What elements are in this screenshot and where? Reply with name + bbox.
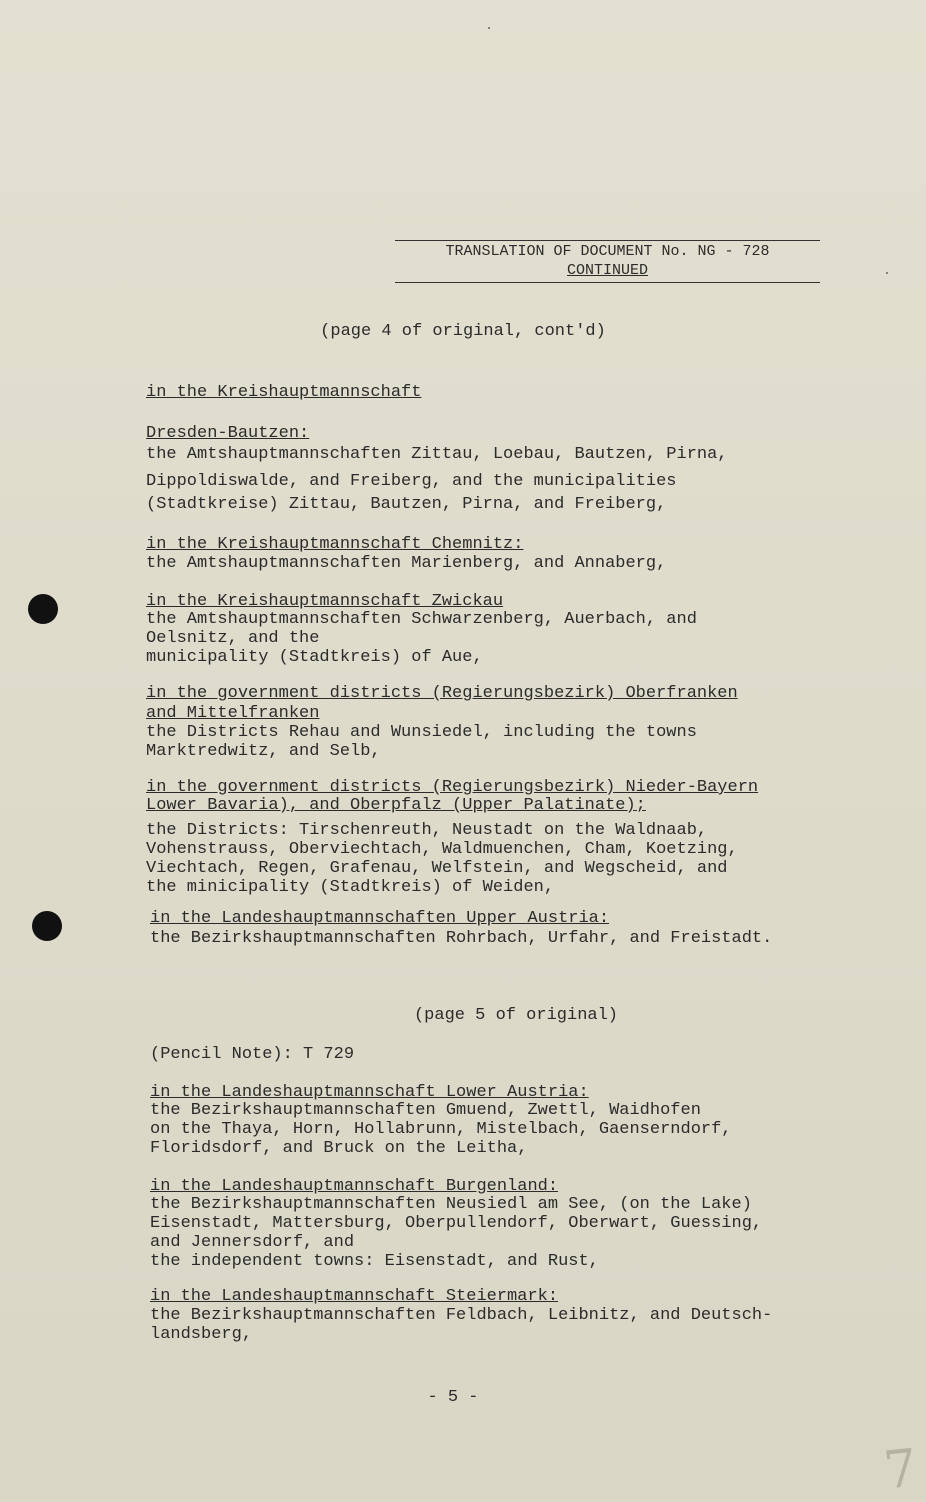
section-line: Oelsnitz, and the	[146, 629, 320, 648]
paper-speck	[488, 27, 490, 29]
section-line: the Amtshauptmannschaften Marienberg, and Annaberg,	[146, 554, 667, 573]
section-line: the Bezirkshauptmannschaften Neusiedl am See, (on the Lake)	[150, 1195, 752, 1214]
section-line: Floridsdorf, and Bruck on the Leitha,	[150, 1139, 528, 1158]
section-line: the Amtshauptmannschaften Zittau, Loebau, Bautzen, Pirna,	[146, 445, 728, 464]
punch-hole-bottom	[32, 911, 62, 941]
section-heading: and Mittelfranken	[146, 704, 320, 723]
section-heading: in the Kreishauptmannschaft	[146, 383, 422, 402]
page-number: - 5 -	[427, 1388, 479, 1407]
section-line: and Jennersdorf, and	[150, 1233, 355, 1252]
section-line: the Bezirkshauptmannschaften Feldbach, Leibnitz, and Deutsch-	[150, 1306, 773, 1325]
section-line: Dippoldiswalde, and Freiberg, and the municipalities	[146, 472, 677, 491]
section-line: Vohenstrauss, Oberviechtach, Waldmuenchen, Cham, Koetzing,	[146, 840, 738, 859]
section-line: Eisenstadt, Mattersburg, Oberpullendorf, Oberwart, Guessing,	[150, 1214, 763, 1233]
section-heading: in the Landeshauptmannschaft Burgenland:	[150, 1177, 559, 1196]
section-heading: in the government districts (Regierungsbezirk) Nieder-Bayern	[146, 778, 759, 797]
pencil-note: (Pencil Note): T 729	[150, 1045, 355, 1064]
section-heading: in the Landeshauptmannschaft Lower Austria:	[150, 1083, 589, 1102]
section-line: the independent towns: Eisenstadt, and Rust,	[150, 1252, 599, 1271]
section-line: municipality (Stadtkreis) of Aue,	[146, 648, 483, 667]
section-line: the Bezirkshauptmannschaften Gmuend, Zwettl, Waidhofen	[150, 1101, 701, 1120]
header-title: TRANSLATION OF DOCUMENT No. NG - 728	[445, 243, 770, 260]
pencil-corner-mark: 7	[880, 1438, 921, 1502]
page-5-note: (page 5 of original)	[413, 1006, 619, 1025]
section-line: the Amtshauptmannschaften Schwarzenberg, Auerbach, and	[146, 610, 697, 629]
section-heading: Lower Bavaria), and Oberpfalz (Upper Palatinate);	[146, 796, 646, 815]
document-header	[395, 240, 820, 283]
section-line: the Districts Rehau and Wunsiedel, including the towns	[146, 723, 697, 742]
punch-hole-top	[28, 594, 58, 624]
section-line: the Bezirkshauptmannschaften Rohrbach, Urfahr, and Freistadt.	[150, 929, 773, 948]
section-line: on the Thaya, Horn, Hollabrunn, Mistelbach, Gaenserndorf,	[150, 1120, 732, 1139]
page-4-note: (page 4 of original, cont'd)	[320, 322, 606, 341]
section-line: landsberg,	[150, 1325, 253, 1344]
paper-speck	[886, 272, 888, 274]
section-heading: in the Landeshauptmannschaft Steiermark:	[150, 1287, 559, 1306]
section-heading: in the Kreishauptmannschaft Zwickau	[146, 592, 504, 611]
section-line: Viechtach, Regen, Grafenau, Welfstein, and Wegscheid, and	[146, 859, 728, 878]
section-heading: in the Landeshauptmannschaften Upper Austria:	[150, 909, 610, 928]
section-heading: in the government districts (Regierungsbezirk) Oberfranken	[146, 684, 738, 703]
section-line: the Districts: Tirschenreuth, Neustadt on the Waldnaab,	[146, 821, 708, 840]
section-line: (Stadtkreise) Zittau, Bautzen, Pirna, and Freiberg,	[146, 495, 667, 514]
header-subtitle: CONTINUED	[566, 262, 648, 279]
section-line: Marktredwitz, and Selb,	[146, 742, 381, 761]
section-heading: in the Kreishauptmannschaft Chemnitz:	[146, 535, 524, 554]
section-line: the minicipality (Stadtkreis) of Weiden,	[146, 878, 555, 897]
section-subheading: Dresden-Bautzen:	[146, 424, 310, 443]
